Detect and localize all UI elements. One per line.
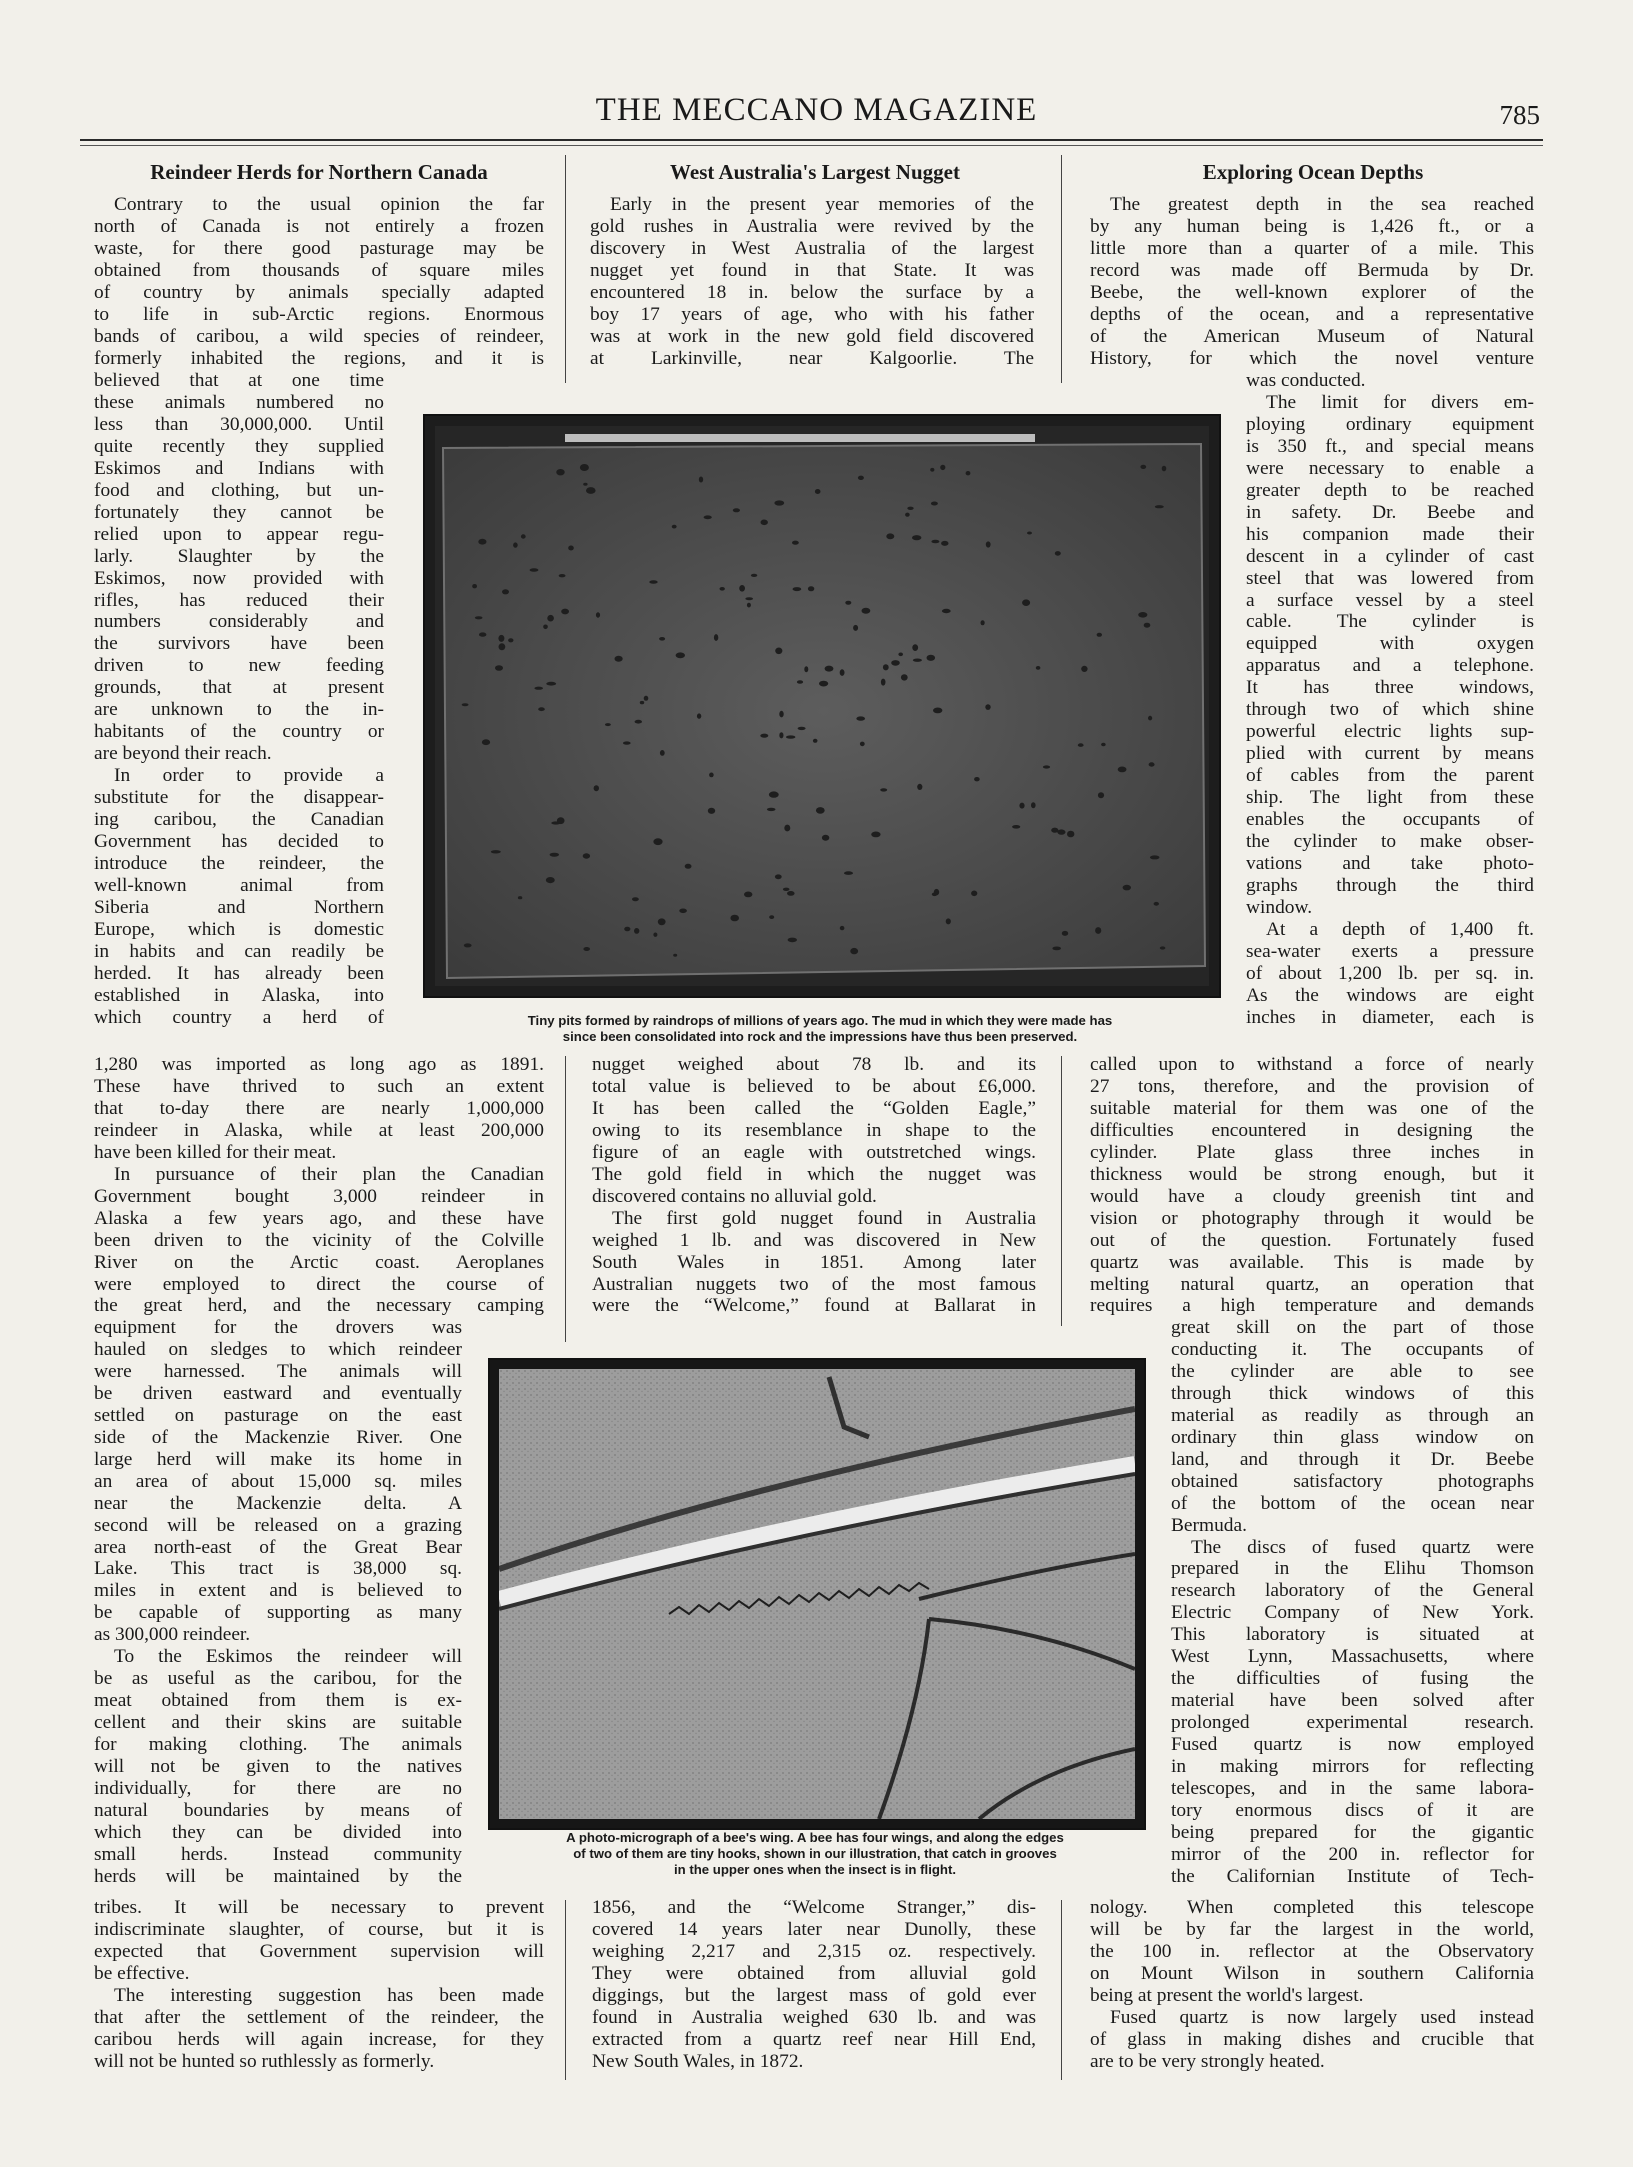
- raindrop-pit: [559, 574, 566, 577]
- raindrop-pit: [779, 711, 783, 718]
- column-divider: [1061, 1056, 1062, 1326]
- column-divider: [565, 1056, 566, 1342]
- raindrop-pit: [898, 653, 903, 657]
- raindrop-pit: [673, 954, 677, 957]
- raindrop-pit: [502, 589, 509, 594]
- raindrop-pit: [819, 681, 828, 687]
- raindrop-pit: [871, 832, 880, 838]
- raindrop-pit: [1052, 947, 1061, 951]
- raindrop-pit: [761, 520, 768, 526]
- raindrop-pit: [844, 871, 853, 875]
- raindrop-pit: [1123, 885, 1131, 891]
- nugget-text-upper: Early in the present year memories of the gold rushes in Australia were revived by the discovery in West Australia of the largest nugget yet found in that State. It was encountered 18 in. below the surface by a boy 17 years of age, who with his father was at work in the new gold field discovered at Larkinville, near Kalgoorlie. The: [590, 194, 1034, 369]
- raindrop-pit: [583, 947, 590, 951]
- raindrop-pit: [769, 915, 774, 919]
- raindrop-pit: [704, 515, 712, 519]
- raindrop-pit: [813, 739, 818, 743]
- raindrop-pit: [784, 825, 790, 832]
- raindrop-pit: [635, 720, 642, 724]
- raindrop-pit: [1019, 803, 1024, 809]
- raindrop-pit: [730, 915, 739, 922]
- raindrop-pit: [1098, 792, 1104, 798]
- raindrop-pit: [840, 669, 845, 676]
- raindrop-pit: [797, 680, 803, 684]
- raindrop-pit: [547, 615, 554, 622]
- raindrop-pit: [1078, 743, 1084, 747]
- reindeer-text-narrow: believed that at one time these animals numbered no less than 30,000,000. Until quite recently they supplied Eskimos and Indians with food and clothing, but un- fortunately they cannot be relied upon to appear regu- larly. Slaughter by the Eskimos, now provided with rifles, has reduced their numbers considerably and the survivors have been driven to new feeding grounds, that at present are unknown to the in- habitants of the country or are beyond their reach. In order to provide a substitute for the disappear- ing caribou, the Canadian Government has decided to introduce the reindeer, the well-known animal from Siberia and Northern Europe, which is domestic in habits and can readily be herded. It has already been established in Alaska, into which country a herd of: [94, 370, 384, 1028]
- raindrop-pit: [1031, 802, 1036, 808]
- raindrop-pit: [745, 597, 753, 600]
- raindrop-pit: [521, 534, 526, 538]
- raindrop-pit: [623, 741, 631, 744]
- raindrop-pits-photo: [423, 414, 1221, 998]
- raindrop-pit: [634, 928, 639, 934]
- raindrop-pit: [653, 838, 662, 845]
- raindrop-pit: [685, 864, 692, 869]
- raindrop-pit: [971, 891, 977, 897]
- raindrop-pit: [815, 489, 821, 494]
- raindrop-pit: [1150, 855, 1160, 859]
- reindeer-text-bottom: tribes. It will be necessary to prevent indiscriminate slaughter, of course, but it is expected that Government supervision will be effective. The interesting suggestion has been made that after the settlement of the reindeer, the caribou herds will again increase, for they will not be hunted so ruthlessly as formerly.: [94, 1897, 544, 2072]
- raindrop-pit: [775, 874, 782, 879]
- raindrop-pit: [1149, 762, 1155, 766]
- raindrop-pit: [491, 850, 501, 853]
- raindrop-pit: [739, 585, 745, 592]
- raindrop-pit: [1012, 825, 1020, 829]
- raindrop-pit: [733, 508, 740, 512]
- raindrop-pit: [840, 926, 845, 930]
- bee-wing-caption: A photo-micrograph of a bee's wing. A bee has four wings, and along the edges of two of them are tiny hooks, shown in our illustration, that catch in grooves in the upper ones when the insect is in flight.: [566, 1830, 1064, 1877]
- raindrop-pit: [714, 634, 718, 641]
- raindrop-pit: [856, 716, 865, 720]
- raindrop-pit: [1036, 666, 1041, 670]
- raindrop-pit: [583, 853, 590, 858]
- raindrop-pit: [649, 580, 657, 584]
- ocean-text-narrow: was conducted. The limit for divers em- ploying ordinary equipment is 350 ft., and special means were necessary to enable a greater depth to be reached in safety. Dr. Beebe and his companion made their descent in a cylinder of cast steel that was lowered from a surface vessel by a steel cable. The cylinder is equipped with oxygen apparatus and a telephone. It has three windows, through two of which shine powerful electric lights sup- plied with current by means of cables from the parent ship. The light from these enables the occupants of the cylinder to make obser- vations and take photo- graphs through the third window. At a depth of 1,400 ft. sea-water exerts a pressure of about 1,200 lb. per sq. in. As the windows are eight inches in diameter, each is: [1246, 370, 1534, 1028]
- raindrop-pit: [1081, 666, 1087, 672]
- raindrop-pit: [769, 791, 779, 797]
- raindrop-pit: [482, 739, 490, 745]
- raindrop-pit: [538, 707, 545, 711]
- bee-wing-image: [499, 1369, 1135, 1819]
- raindrop-pit: [676, 652, 685, 658]
- raindrop-pit: [793, 587, 802, 591]
- raindrop-pit: [1162, 466, 1167, 472]
- raindrop-pit: [594, 785, 599, 791]
- raindrop-pit: [472, 584, 477, 588]
- raindrop-pit: [1097, 633, 1102, 637]
- raindrop-pit: [479, 632, 486, 636]
- raindrop-pit: [679, 909, 687, 914]
- raindrop-pit: [1101, 743, 1106, 747]
- ocean-text-bottom: nology. When completed this telescope will be by far the largest in the world, the 100 in. reflector at the Observatory on Mount Wilson in southern California being at present the world's largest. Fused quartz is now largely used instead of glass in making dishes and crucible that are to be very strongly heated.: [1090, 1897, 1534, 2072]
- raindrop-pit: [932, 893, 937, 897]
- raindrop-pit: [561, 609, 569, 615]
- raindrop-pit: [653, 933, 657, 937]
- raindrop-pit: [495, 665, 503, 671]
- raindrop-pit: [931, 540, 939, 544]
- raindrop-pit: [862, 608, 871, 614]
- bee-wing-photo: [488, 1358, 1146, 1830]
- magazine-title: THE MECCANO MAGAZINE: [595, 92, 1038, 128]
- raindrop-pit: [853, 625, 858, 631]
- raindrop-pit: [624, 927, 630, 932]
- ocean-text-upper: The greatest depth in the sea reached by any human being is 1,426 ft., or a little more than a quarter of a mile. This record was made off Bermuda by Dr. Beebe, the well-known explorer of the depths of the ocean, and a representative of the American Museum of Natural History, for which the novel venture: [1090, 194, 1534, 369]
- raindrop-pit: [508, 638, 513, 642]
- raindrop-pit: [530, 568, 539, 572]
- raindrop-pit: [1148, 716, 1152, 721]
- raindrop-pit: [518, 896, 522, 899]
- raindrop-pit: [658, 918, 666, 925]
- raindrop-pit: [933, 708, 942, 714]
- raindrop-pit: [946, 918, 951, 924]
- raindrop-pit: [1118, 767, 1127, 773]
- header-rule-thin: [80, 145, 1543, 146]
- raindrop-pit: [583, 483, 587, 486]
- raindrop-pit: [981, 620, 985, 625]
- raindrop-pit: [787, 891, 795, 896]
- raindrop-pit: [913, 659, 922, 662]
- raindrop-pit: [985, 704, 990, 710]
- raindrop-pit: [1095, 927, 1101, 934]
- raindrop-pit: [1067, 831, 1074, 838]
- raindrop-pit: [499, 643, 506, 650]
- raindrop-pit: [462, 703, 469, 706]
- raindrop-pit: [596, 612, 600, 617]
- raindrop-pit: [974, 777, 980, 781]
- raindrop-pit: [905, 513, 910, 517]
- nugget-text-bottom: 1856, and the “Welcome Stranger,” dis- covered 14 years later near Dunolly, these weighing 2,217 and 2,315 oz. respectively. They were obtained from alluvial gold diggings, but the largest mass of gold ever found in Australia weighed 630 lb. and was extracted from a quartz reef near Hill End, New South Wales, in 1872.: [592, 1897, 1036, 2072]
- raindrop-pit: [586, 487, 596, 494]
- raindrop-pit: [580, 464, 589, 471]
- raindrop-pit: [775, 648, 782, 655]
- raindrop-pit: [1055, 551, 1061, 556]
- raindrop-pit: [940, 465, 945, 470]
- raindrop-pit: [792, 541, 799, 545]
- raindrop-pit: [822, 835, 829, 841]
- raindrop-pit: [699, 477, 703, 483]
- raindrop-pit: [498, 635, 504, 642]
- raindrop-pit: [709, 773, 714, 778]
- raindrop-pit: [672, 525, 677, 529]
- raindrop-pit: [543, 625, 548, 630]
- raindrop-pit: [475, 616, 483, 619]
- raindrop-pit: [886, 533, 894, 539]
- raindrop-pit: [986, 541, 991, 547]
- raindrop-pit: [568, 546, 574, 551]
- raindrop-pit: [931, 502, 938, 506]
- raindrop-pit: [605, 723, 611, 726]
- reindeer-text-upper: Contrary to the usual opinion the far north of Canada is not entirely a frozen waste, for there good pasturage may be obtained from thousands of square miles of country by animals specially adapted to life in sub-Arctic regions. Enormous bands of caribou, a wild species of reindeer, formerly inhabited the regions, and it is: [94, 194, 544, 369]
- raindrop-pit: [825, 666, 834, 672]
- raindrop-pit: [615, 656, 623, 662]
- raindrop-pit: [930, 468, 934, 472]
- raindrop-pit: [786, 735, 795, 738]
- raindrop-pit: [779, 732, 783, 738]
- raindrop-pit: [901, 674, 908, 680]
- raindrop-pit: [860, 742, 865, 747]
- rock-slab-image: [435, 426, 1209, 986]
- raindrop-pit: [513, 542, 518, 547]
- raindrop-pit: [845, 601, 851, 605]
- raindrop-pit: [891, 660, 900, 666]
- raindrop-pit: [783, 888, 790, 891]
- raindrop-pit: [881, 679, 886, 686]
- raindrop-pit: [850, 948, 858, 954]
- raindrop-caption: Tiny pits formed by raindrops of millions of years ago. The mud in which they were made has since been consolidated into rock and the impressions have thus been preserved.: [527, 1013, 1113, 1044]
- raindrop-pit: [1140, 465, 1146, 469]
- raindrop-pit: [1144, 623, 1151, 628]
- raindrop-pit: [917, 784, 922, 790]
- raindrop-pit: [858, 476, 864, 480]
- raindrop-pit: [816, 807, 825, 814]
- raindrop-pit: [478, 539, 486, 545]
- raindrop-pit: [697, 713, 701, 718]
- raindrop-pit: [907, 507, 913, 510]
- raindrop-pit: [534, 687, 543, 690]
- raindrop-pit: [1027, 532, 1032, 535]
- raindrop-pit: [708, 808, 715, 814]
- reindeer-text-middle: 1,280 was imported as long ago as 1891. These have thrived to such an extent that to-day there are nearly 1,000,000 reindeer in Alaska, while at least 200,000 have been killed for their meat. In pursuance of their plan the Canadian Government bought 3,000 reindeer in Alaska a few years ago, and these have been driven to the vicinity of the Colville River on the Arctic coast. Aeroplanes were employed to direct the course of the great herd, and the necessary camping: [94, 1054, 544, 1317]
- raindrop-pit: [546, 682, 556, 686]
- raindrop-pit: [808, 586, 814, 591]
- raindrop-pit: [751, 574, 757, 577]
- raindrop-pit: [550, 853, 559, 857]
- raindrop-pit: [912, 644, 918, 651]
- page-number: 785: [1499, 100, 1540, 130]
- raindrop-pit: [1154, 902, 1159, 906]
- raindrop-pit: [556, 469, 564, 475]
- reindeer-text-narrow2: equipment for the drovers was hauled on sledges to which reindeer were harnessed. The animals will be driven eastward and eventually settled on pasturage on the east side of the Mackenzie River. One large herd will make its home in an area of about 15,000 sq. miles near the Mackenzie delta. A second will be released on a grazing area north-east of the Great Bear Lake. This tract is 38,000 sq. miles in extent and is believed to be capable of supporting as many as 300,000 reindeer. To the Eskimos the reindeer will be as useful as the caribou, for the meat obtained from them is ex- cellent and their skins are suitable for making clothing. The animals will not be given to the natives individually, for there are no natural boundaries by means of which they can be divided into small herds. Instead community herds will be maintained by the: [94, 1317, 462, 1887]
- ocean-text-middle: called upon to withstand a force of nearly 27 tons, therefore, and the provision of suitable material for them was one of the difficulties encountered in designing the cylinder. Plate glass three inches in thickness would be strong enough, but it would have a cloudy greenish tint and vision or photography through it would be out of the question. Fortunately fused quartz was available. This is made by melting natural quartz, an operation that requires a high temperature and demands: [1090, 1054, 1534, 1317]
- raindrop-pit: [927, 655, 936, 661]
- raindrop-pit: [659, 637, 665, 641]
- article-heading-reindeer: Reindeer Herds for Northern Canada: [150, 160, 488, 184]
- raindrop-pit: [1155, 505, 1164, 508]
- nugget-text-middle: nugget weighed about 78 lb. and its total value is believed to be about £6,000. It has been called the “Golden Eagle,” owing to its resemblance in shape to the figure of an eagle with outstretched wings. The gold field in which the nugget was discovered contains no alluvial gold. The first gold nugget found in Australia weighed 1 lb. and was discovered in New South Wales in 1851. Among later Australian nuggets two of the most famous were the “Welcome,” found at Ballarat in: [592, 1054, 1036, 1317]
- raindrop-pit: [774, 500, 784, 505]
- article-heading-ocean: Exploring Ocean Depths: [1202, 160, 1424, 184]
- raindrop-pit: [747, 603, 751, 608]
- raindrop-pit: [557, 817, 565, 824]
- raindrop-pit: [720, 587, 725, 591]
- raindrop-pit: [640, 701, 644, 704]
- raindrop-pit: [660, 750, 665, 756]
- raindrop-pit: [464, 943, 472, 947]
- raindrop-pit: [644, 696, 649, 701]
- column-divider: [565, 155, 566, 383]
- raindrop-pit: [912, 535, 921, 540]
- raindrop-pit: [744, 892, 752, 898]
- raindrop-pit: [880, 788, 887, 791]
- column-divider: [1061, 155, 1062, 383]
- raindrop-pit: [1160, 946, 1166, 949]
- column-divider: [565, 1900, 566, 2080]
- article-heading-nugget: West Australia's Largest Nugget: [670, 160, 960, 184]
- raindrop-pit: [1043, 765, 1050, 768]
- header-rule: [80, 139, 1543, 141]
- raindrop-pit: [966, 471, 971, 475]
- raindrop-pit: [1138, 612, 1147, 618]
- raindrop-pit: [798, 727, 806, 730]
- column-divider: [1061, 1900, 1062, 2080]
- ocean-text-narrow2: great skill on the part of those conducting it. The occupants of the cylinder are able to see through thick windows of this material as readily as through an ordinary thin glass window on land, and through it Dr. Beebe obtained satisfactory photographs of the bottom of the ocean near Bermuda. The discs of fused quartz were prepared in the Elihu Thomson research laboratory of the General Electric Company of New York. This laboratory is situated at West Lynn, Massachusetts, where the difficulties of fusing the material have been solved after prolonged experimental research. Fused quartz is now employed in making mirrors for reflecting telescopes, and in the same labora- tory enormous discs of it are being prepared for the gigantic mirror of the 200 in. reflector for the Californian Institute of Tech-: [1171, 1317, 1534, 1887]
- raindrop-pit: [767, 808, 776, 811]
- raindrop-pit: [760, 734, 768, 738]
- raindrop-pit: [788, 938, 797, 943]
- raindrop-pit: [632, 897, 639, 901]
- raindrop-pit: [1057, 829, 1065, 834]
- raindrop-pit: [942, 609, 951, 613]
- raindrop-pit: [1022, 599, 1030, 606]
- raindrop-pit: [546, 877, 555, 883]
- raindrop-pit: [1062, 931, 1068, 936]
- raindrop-pit: [941, 541, 948, 546]
- raindrop-pit: [804, 666, 808, 672]
- raindrop-pit: [883, 664, 889, 670]
